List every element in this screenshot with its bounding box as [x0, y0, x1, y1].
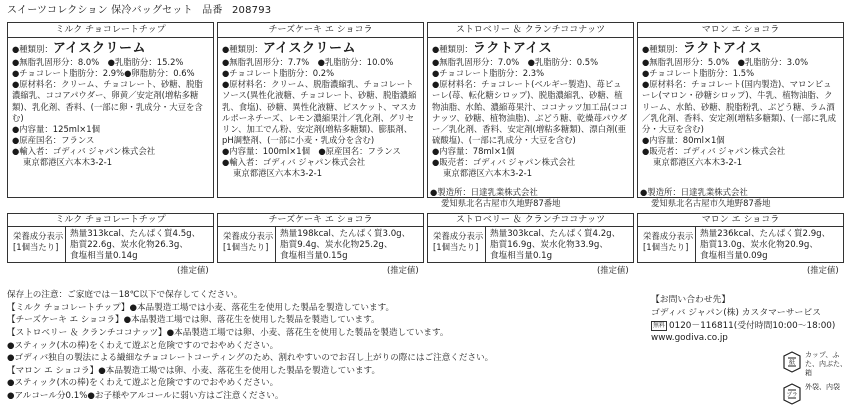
note-line: 保存上の注意：ご家庭では－18℃以下で保存してください。: [7, 290, 243, 300]
label-line: ●販売者：ゴディバ ジャパン株式会社: [642, 145, 786, 156]
nutrition-table: [7, 227, 214, 263]
label-line: ●輸入者：ゴディバ ジャパン株式会社: [12, 145, 156, 156]
nutrition-label: 栄養成分表示 [1個当たり]: [428, 227, 486, 262]
nutrition-label: 栄養成分表示 [1個当たり]: [638, 227, 696, 262]
paper-recycle-icon: [782, 351, 802, 373]
product-type: ●種類別：アイスクリーム: [222, 41, 357, 56]
set-title: スイーツコレクション 保冷バッグセット: [7, 5, 193, 16]
note-line: ●スティック(木の棒)をくわえて遊ぶと危険ですのでおやめください。: [7, 378, 279, 389]
label-line: ●原材料名：チョコレート(国内製造)、マロンピューレ(マロン・砂糖シロップ)、牛乳、植物油脂、クリーム、水飴、砂糖、脱脂粉乳、ぶどう糖、ラム酒／乳化剤、香料、安定剤(増粘多糖類)、(一部に乳成分・大豆を含む): [642, 79, 837, 134]
contact-company: ゴディバ ジャパン(株) カスタマーサービス: [651, 307, 821, 318]
product-type: ●種類別：ラクトアイス: [642, 41, 763, 56]
label-line: ●販売者：ゴディバ ジャパン株式会社: [432, 157, 576, 167]
nutrition-label: 栄養成分表示 [1個当たり]: [8, 227, 66, 262]
label-line: ●内容量：80ml×1個: [642, 134, 725, 145]
label-line: ●無脂乳固形分：5.0% ●乳脂肪分：3.0%: [642, 57, 809, 68]
label-line: ●原材料名：クリーム、脱脂濃縮乳、チョコレートソース(異性化液糖、チョコレート、砂糖、脱脂濃縮乳、食塩)、砂糖、異性化液糖、ビスケット、マスカルポーネチーズ、レモン濃縮果汁／乳化剤、グリセリン、加工でん粉、安定剤(増粘多糖類)、膨脹剤、pH調整剤、(一部に小麦・乳成分を含む): [222, 79, 417, 145]
label-line: ●内容量：100ml×1個 ●原産国名：フランス: [222, 145, 401, 156]
estimate-note: (推定値): [807, 265, 839, 275]
note-line: 【ミルク チョコレートチップ】●本品製造工場では小麦、落花生を使用した製品を製造しています。: [7, 302, 395, 313]
label-line: ●無脂乳固形分：8.0% ●乳脂肪分：15.2%: [12, 57, 184, 68]
nutrition-table: [637, 227, 844, 263]
label-line: 東京都港区六本木3-2-1: [23, 157, 113, 167]
nutrition-product-name: ストロベリー ＆ クランチココナッツ: [427, 213, 634, 227]
nutrition-label: 栄養成分表示 [1個当たり]: [218, 227, 276, 262]
plastic-recycle-icon: [782, 383, 802, 405]
phone-number: 0120－116811(受付時間10:00～18:00): [669, 320, 836, 331]
svg-text:プラ: プラ: [786, 392, 798, 399]
nutrition-table: [217, 227, 424, 263]
label-line: ●チョコレート脂肪分：2.9%●卵脂肪分：0.6%: [12, 68, 195, 79]
note-line: ●アルコール分0.1%●お子様やアルコールに弱い方はご注意ください。: [7, 391, 284, 401]
paper-caption: カップ、ふた、内ぶた、箱: [805, 351, 847, 377]
svg-text:紙: 紙: [788, 359, 796, 367]
label-line: ●内容量：125ml×1個: [12, 123, 100, 134]
label-line: ●原材料名：チョコレート(ベルギー製造)、苺ピューレ(苺、転化糖シロップ)、脱脂濃縮乳、砂糖、植物油脂、水飴、濃縮苺果汁、ココナッツ加工品(ココナッツ、砂糖、植物油脂)、ぶどう糖、乾燥苺パウダー／乳化剤、香料、安定剤(増粘多糖類)、漂白剤(亜硫酸塩)、(一部に乳成分・大豆を含む): [432, 79, 628, 145]
nutrition-values: 熱量236kcal、たんぱく質2.9g、 脂質13.0g、炭水化物20.9g、 食塩相当量0.09g: [700, 229, 831, 262]
label-line: ●無脂乳固形分：7.7% ●乳脂肪分：10.0%: [222, 57, 394, 68]
product-name: チーズケーキ エ ショコラ: [218, 23, 423, 38]
product-header: [7, 4, 277, 17]
label-line: ●チョコレート脂肪分：1.5%: [642, 68, 755, 79]
label-line: ●無脂乳固形分：7.0% ●乳脂肪分：0.5%: [432, 57, 599, 68]
website-link[interactable]: www.godiva.co.jp: [651, 333, 728, 344]
note-line: ●スティック(木の棒)をくわえて遊ぶと危険ですのでおやめください。: [7, 340, 279, 351]
nutrition-values: 熱量198kcal、たんぱく質3.0g、 脂質9.4g、炭水化物25.2g、 食塩相当量0.15g: [280, 229, 411, 262]
manufacturer-info: ●製造所：日達乳業株式会社 愛知県北名古屋市久地野87番地: [640, 187, 771, 208]
free-dial-icon: 無料: [653, 321, 666, 329]
label-line: 東京都港区六本木3-2-1: [443, 168, 533, 179]
nutrition-product-name: チーズケーキ エ ショコラ: [217, 213, 424, 227]
plastic-caption: 外袋、内袋: [805, 383, 840, 391]
manufacturer-info: ●製造所：日達乳業株式会社 愛知県北名古屋市久地野87番地: [430, 187, 561, 208]
label-line: ●チョコレート脂肪分：0.2%: [222, 68, 335, 79]
product-panel: [637, 22, 844, 198]
product-name: ミルク チョコレートチップ: [8, 23, 213, 38]
recycle-paper: [782, 351, 850, 377]
product-panel: [217, 22, 424, 198]
label-line: ●原材料名：クリーム、チョコレート、砂糖、脱脂濃縮乳、ココアパウダー、卵黄／安定剤(増粘多糖類)、乳化剤、香料、(一部に卵・乳成分・大豆を含む): [12, 79, 203, 123]
product-name: マロン エ ショコラ: [638, 23, 843, 38]
nutrition-product-name: ミルク チョコレートチップ: [7, 213, 214, 227]
note-line: 【ストロベリー ＆ クランチココナッツ】●本品製造工場では卵、小麦、落花生を使用した製品を製造しています。: [7, 327, 449, 338]
contact-phone: [651, 320, 835, 333]
nutrition-values: 熱量303kcal、たんぱく質4.2g、 脂質16.9g、炭水化物33.9g、 食塩相当量0.1g: [490, 229, 621, 262]
contact-heading: 【お問い合わせ先】: [651, 295, 731, 305]
product-type: ●種類別：アイスクリーム: [12, 41, 147, 56]
label-line: ●チョコレート脂肪分：2.3%: [432, 68, 545, 79]
product-panel: [7, 22, 214, 198]
label-line: 東京都港区六本木3-2-1: [653, 157, 743, 167]
product-panel: [427, 22, 634, 198]
nutrition-product-name: マロン エ ショコラ: [637, 213, 844, 227]
estimate-note: (推定値): [177, 265, 209, 275]
note-line: 【マロン エ ショコラ】●本品製造工場では卵、小麦、落花生を使用した製品を製造しています。: [7, 365, 381, 376]
code-label: 品番: [202, 5, 223, 16]
label-line: ●輸入者：ゴディバ ジャパン株式会社: [222, 157, 366, 167]
note-line: ●ゴディバ独自の製法による繊細なチョコレートコーティングのため、割れやすいのでお召し上がりの際にはご注意ください。: [7, 353, 494, 364]
recycle-plastic: [782, 383, 850, 405]
label-line: 東京都港区六本木3-2-1: [233, 168, 323, 179]
label-line: ●原産国名：フランス: [12, 134, 95, 145]
product-type: ●種類別：ラクトアイス: [432, 41, 553, 56]
estimate-note: (推定値): [387, 265, 419, 275]
label-line: ●内容量：78ml×1個: [432, 145, 515, 156]
nutrition-values: 熱量313kcal、たんぱく質4.5g、 脂質22.6g、炭水化物26.3g、 食塩相当量0.14g: [70, 229, 201, 262]
storage-notes: [7, 289, 647, 403]
nutrition-table: [427, 227, 634, 263]
note-line: 【チーズケーキ エ ショコラ】●本品製造工場では卵、落花生を使用した製品を製造しています。: [7, 315, 380, 326]
estimate-note: (推定値): [597, 265, 629, 275]
product-code: 208793: [231, 5, 272, 16]
contact-info: [651, 294, 835, 345]
product-name: ストロベリー ＆ クランチココナッツ: [428, 23, 633, 38]
